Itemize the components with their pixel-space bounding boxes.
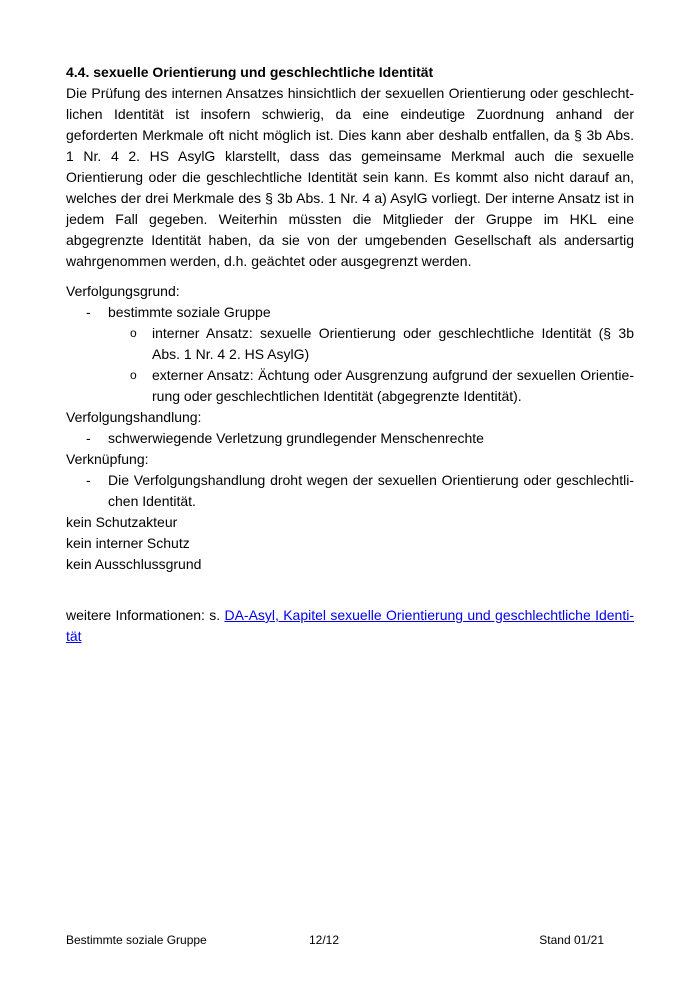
further-info <box>66 605 634 647</box>
sub-list-item-text: externer Ansatz: Ächtung oder Ausgrenzung aufgrund der sexuellen Orientierung oder geschlechtlichen Identität (abgegrenzte Identität). <box>152 367 634 404</box>
page-footer <box>66 933 634 953</box>
list-item-text: schwerwiegende Verletzung grundlegender Menschenrechte <box>108 430 484 446</box>
section-heading: 4.4. sexuelle Orientierung und geschlechtliche Identität <box>66 64 434 80</box>
footer-page-number: 12/12 <box>309 933 340 947</box>
spacer <box>66 272 634 281</box>
list-item-text: Die Verfolgungshandlung droht wegen der sexuellen Orientierung oder geschlechtlichen Identität. <box>108 472 634 509</box>
list-item <box>66 428 634 449</box>
verfolgungshandlung-label: Verfolgungshandlung: <box>66 409 202 425</box>
dash-bullet: - <box>86 472 91 488</box>
footer-title: Bestimmte soziale Gruppe <box>66 933 207 947</box>
verknuepfung-label: Verknüpfung: <box>66 451 149 467</box>
further-info-prefix: weitere Informationen: s. <box>66 607 225 623</box>
circle-bullet: o <box>130 326 137 340</box>
verfolgungshandlung-block <box>66 407 634 449</box>
ausschlussgrund-line: kein Ausschlussgrund <box>66 556 202 572</box>
circle-bullet: o <box>130 368 137 382</box>
interner-schutz-line: kein interner Schutz <box>66 535 190 551</box>
spacer <box>66 575 634 605</box>
intro-paragraph: Die Prüfung des internen Ansatzes hinsichtlich der sexuellen Orientierung oder geschlechtlichen Identität ist insofern schwierig, da eine eindeutige Zuordnung anhand der geforderten Merkmale oft nicht möglich ist. Dies kann aber deshalb entfallen, da § 3b Abs. 1 Nr. 4 2. HS AsylG klarstellt, dass das gemeinsame Merkmal auch die sexuelle Orientierung oder die geschlechtliche Identität sein kann. Es kommt also nicht darauf an, welches der drei Merkmale des § 3b Abs. 1 Nr. 4 a) AsylG vorliegt. Der interne Ansatz ist in jedem Fall gegeben. Weiterhin müssten die Mitglieder der Gruppe im HKL eine abgegrenzte Identität haben, da sie von der umgebenden Gesellschaft als andersartig wahrgenommen werden, d.h. geächtet oder ausgegrenzt werden. <box>66 85 634 269</box>
verfolgungsgrund-block <box>66 281 634 407</box>
sub-list-item <box>66 323 634 365</box>
footer-date: Stand 01/21 <box>539 933 604 947</box>
schutzakteur-line: kein Schutzakteur <box>66 514 178 530</box>
sub-list-item <box>66 365 634 407</box>
verfolgungsgrund-label: Verfolgungsgrund: <box>66 283 180 299</box>
verknuepfung-block <box>66 449 634 512</box>
document-page <box>66 62 634 647</box>
da-asyl-link[interactable]: DA-Asyl, Kapitel sexuelle Orientierung und geschlechtliche Identität <box>66 607 634 644</box>
sub-list-item-text: interner Ansatz: sexuelle Orientierung oder geschlechtliche Identität (§ 3b Abs. 1 Nr. 4 2. HS AsylG) <box>152 325 634 362</box>
list-item-text: bestimmte soziale Gruppe <box>108 304 271 320</box>
dash-bullet: - <box>86 304 91 320</box>
list-item <box>66 302 634 323</box>
dash-bullet: - <box>86 430 91 446</box>
list-item <box>66 470 634 512</box>
